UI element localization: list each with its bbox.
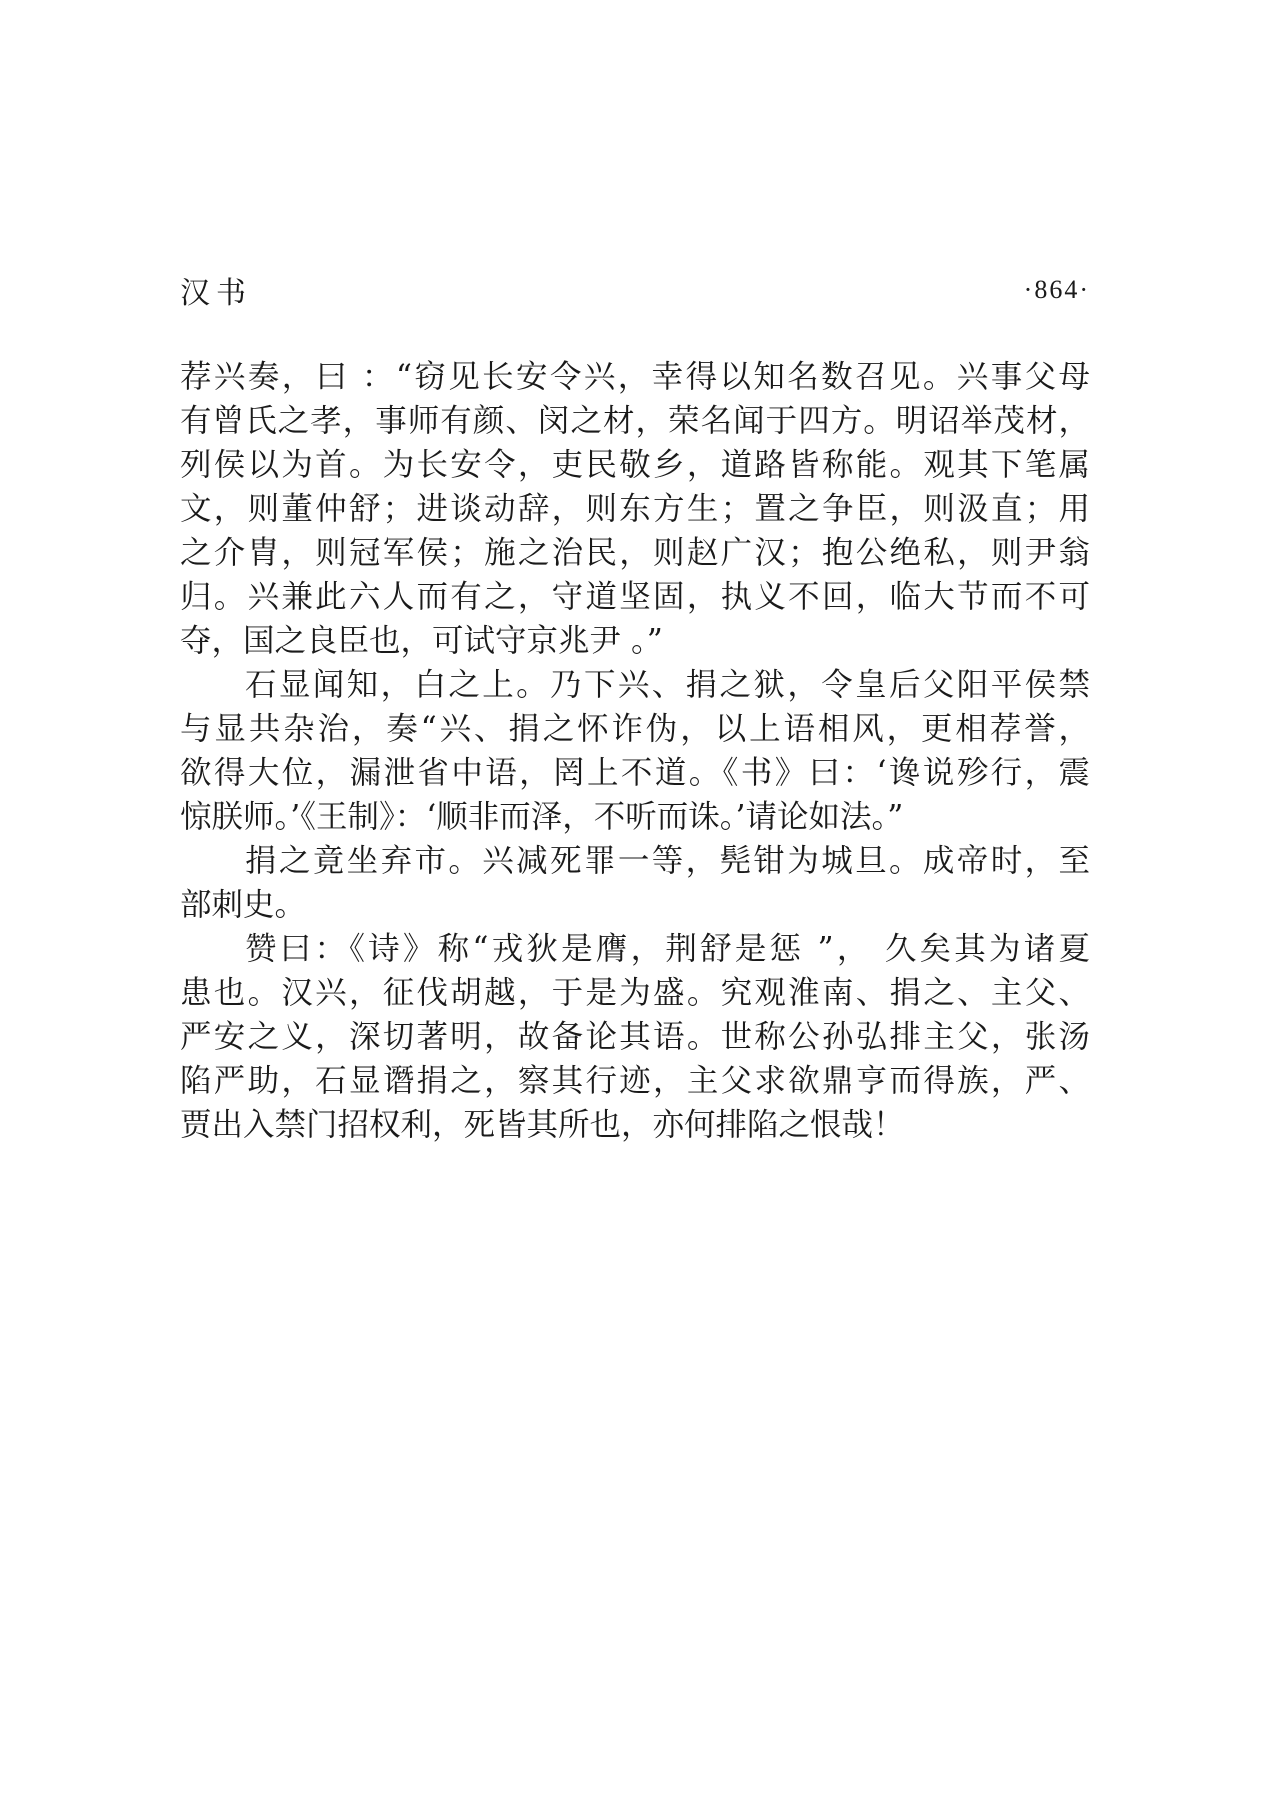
text-line: 与显共杂治，奏“兴、捐之怀诈伪，以上语相风，更相荐誉，	[180, 711, 1090, 747]
text-line: 欲得大位，漏泄省中语，罔上不道。《书》曰：‘谗说殄行，震	[180, 755, 1090, 791]
text-line: 石显闻知，白之上。乃下兴、捐之狱，令皇后父阳平侯禁	[245, 667, 1090, 703]
text-line: 荐兴奏，曰 ：“窃见长安令兴，幸得以知名数召见。兴事父母	[180, 359, 1090, 395]
text-line: 之介胄，则冠军侯；施之治民，则赵广汉；抱公绝私，则尹翁	[180, 535, 1090, 571]
text-line: 夺，国之良臣也，可试守京兆尹 。”	[180, 623, 663, 659]
text-line: 患也。汉兴，征伐胡越，于是为盛。究观淮南、捐之、主父、	[180, 975, 1090, 1011]
text-line: 列侯以为首。为长安令，吏民敬乡，道路皆称能。观其下笔属	[180, 447, 1090, 483]
running-head	[180, 268, 1090, 312]
text-line: 有曾氏之孝，事师有颜、闵之材，荣名闻于四方。明诏举茂材，	[180, 403, 1090, 439]
text-line: 惊朕师。’《王制》：‘顺非而泽，不听而诛。’请论如法。”	[180, 799, 904, 835]
text-line: 陷严助，石显谮捐之，察其行迹，主父求欲鼎亨而得族，严、	[180, 1063, 1090, 1099]
text-line: 贾出入禁门招权利，死皆其所也，亦何排陷之恨哉！	[180, 1107, 905, 1143]
text-line: 归。兴兼此六人而有之，守道坚固，执义不回，临大节而不可	[180, 579, 1090, 615]
body-text	[180, 355, 1090, 1147]
text-line: 赞曰：《诗》称“戎狄是膺，荆舒是惩 ”， 久矣其为诸夏	[245, 931, 1090, 967]
text-line: 文，则董仲舒；进谈动辞，则东方生；置之争臣，则汲直；用	[180, 491, 1090, 527]
book-title: 汉书	[180, 276, 252, 311]
text-line: 部刺史。	[180, 887, 307, 923]
page-number: ·864·	[1023, 275, 1090, 304]
text-line: 捐之竟坐弃市。兴减死罪一等，髡钳为城旦。成帝时，至	[245, 843, 1090, 879]
text-line: 严安之义，深切著明，故备论其语。世称公孙弘排主父，张汤	[180, 1019, 1090, 1055]
